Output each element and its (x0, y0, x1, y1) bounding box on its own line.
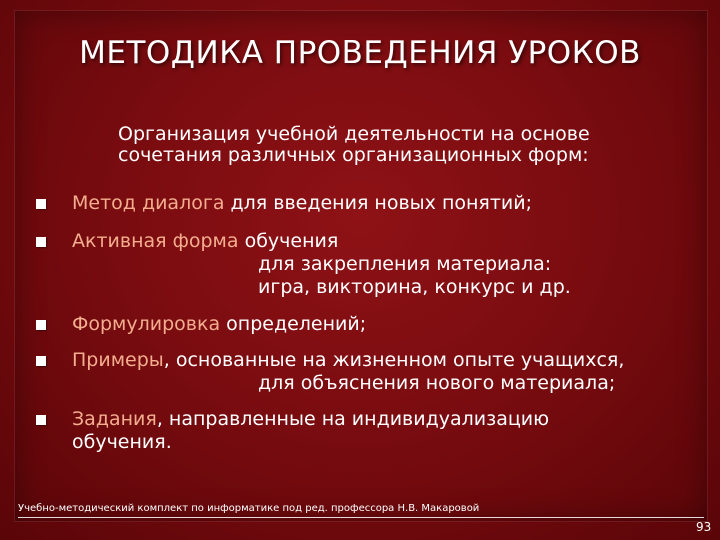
intro-text (118, 124, 678, 166)
bullet-square-icon (36, 199, 46, 209)
item-text: для введения новых понятий; (224, 192, 533, 214)
list-item-line-3: игра, викторина, конкурс и др. (258, 276, 571, 298)
item-highlight: Примеры (72, 349, 164, 371)
list-item-line-2: для объяснения нового материала; (258, 372, 616, 394)
bullet-square-icon (36, 320, 46, 330)
footer-divider (18, 517, 704, 518)
item-text: определений; (220, 313, 367, 335)
item-highlight: Задания (72, 408, 157, 430)
bullet-square-icon (36, 237, 46, 247)
list-item-line (72, 409, 549, 430)
bullet-square-icon (36, 356, 46, 366)
item-text: , направленные на индивидуализацию (156, 408, 550, 430)
intro-line-2: сочетания различных организационных форм: (118, 144, 589, 166)
intro-line-1: Организация учебной деятельности на основе (118, 123, 590, 145)
page-number: 93 (696, 520, 712, 534)
item-highlight: Формулировка (72, 313, 221, 335)
list-item-line (72, 314, 366, 335)
item-highlight: Активная форма (72, 230, 239, 252)
list-item-line (72, 231, 338, 252)
bullet-square-icon (36, 415, 46, 425)
item-text: , основанные на жизненном опыте учащихся, (163, 349, 625, 371)
list-item-line-2: для закрепления материала: (258, 253, 552, 275)
footer-text: Учебно-методический комплект по информатике под ред. профессора Н.В. Макаровой (18, 503, 480, 514)
item-text: обучения (238, 230, 339, 252)
item-highlight: Метод диалога (72, 192, 225, 214)
list-item-line (72, 350, 624, 371)
slide-title: МЕТОДИКА ПРОВЕДЕНИЯ УРОКОВ (79, 35, 641, 71)
list-item-line (72, 193, 532, 214)
list-item-line-2: обучения. (72, 431, 172, 453)
